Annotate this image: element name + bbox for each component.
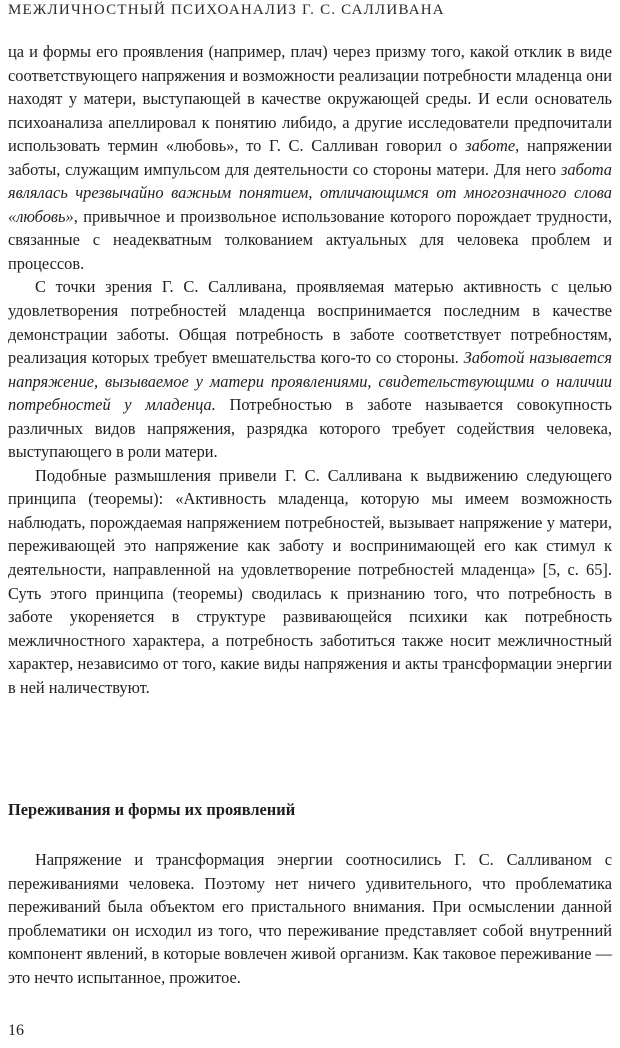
page-number: 16 — [8, 1022, 24, 1039]
paragraph-4: Напряжение и трансформация энергии соотносились Г. С. Салливаном с переживаниями человека. Поэтому нет ничего удивительного, что проблематика переживаний была объектом его пристального внимания. При осмыслении данной проблематики он исходил из того, что переживание представляет собой внутренний компонент явлений, в которые вовлечен живой организм. Как таковое переживание — это нечто испытанное, прожитое. — [8, 850, 612, 987]
italic-run: забота являлась чрезвычайно важным понятием, отличающимся от многозначного слова «любовь» — [8, 159, 612, 226]
text-run: Потребностью в заботе называется совокупность различных видов напряжения, разрядка которого требует содействия человека, выступающего в роли матери. — [8, 395, 612, 462]
italic-run: Заботой называется напряжение, вызываемое у матери проявлениями, свидетельствующими о наличии потребностей у младенца. — [8, 348, 612, 415]
text-run: , напряжении заботы, служащим импульсом для деятельности со стороны матери. Для него — [8, 136, 613, 179]
text-run: ца и формы его проявления (например, плач) через призму того, какой отклик в виде соответствующего напряжения и возможности реализации потребности младенца они находят у матери, выступающей в качестве окружающей среды. И если основатель психоанализа апеллировал к понятию либидо, а другие исследователи предпочитали использовать термин «любовь», то Г. С. Салливан говорил о — [8, 42, 612, 156]
paragraph-3: Подобные размышления привели Г. С. Салливана к выдвижению следующего принципа (теоремы): «Активность младенца, которую мы имеем возможность наблюдать, порождаемая напряжением потребностей, вызывает напряжение у матери, переживающей это напряжение как заботу и воспринимающей его как стимул к деятельности, направленной на удовлетворение потребностей младенца» [5, с. 65]. Суть этого принципа (теоремы) сводилась к признанию того, что потребность в заботе укореняется в структуре развивающейся психики как потребность межличностного характера, а потребность заботиться также носит межличностный характер, независимо от того, какие виды напряжения и акты трансформации энергии в ней наличествуют. — [8, 465, 612, 697]
paragraph-2 — [8, 275, 612, 463]
paragraph-1 — [8, 40, 612, 275]
running-head: МЕЖЛИЧНОСТНЫЙ ПСИХОАНАЛИЗ Г. С. САЛЛИВАНА — [8, 2, 445, 18]
italic-run: заботе — [465, 136, 516, 156]
section-body — [8, 848, 612, 989]
body-text — [8, 40, 612, 699]
text-run: , привычное и произвольное использование которого порождает трудности, связанные с неадекватным толкованием актуальных для человека проблем и процессов. — [8, 206, 612, 273]
text-run: С точки зрения Г. С. Салливана, проявляемая матерью активность с целью удовлетворения потребностей младенца воспринимается последним в качестве демонстрации заботы. Общая потребность в заботе соответствует потребностям, реализация которых требует вмешательства кого-то со стороны. — [8, 277, 612, 368]
section-heading: Переживания и формы их проявлений — [8, 800, 296, 819]
